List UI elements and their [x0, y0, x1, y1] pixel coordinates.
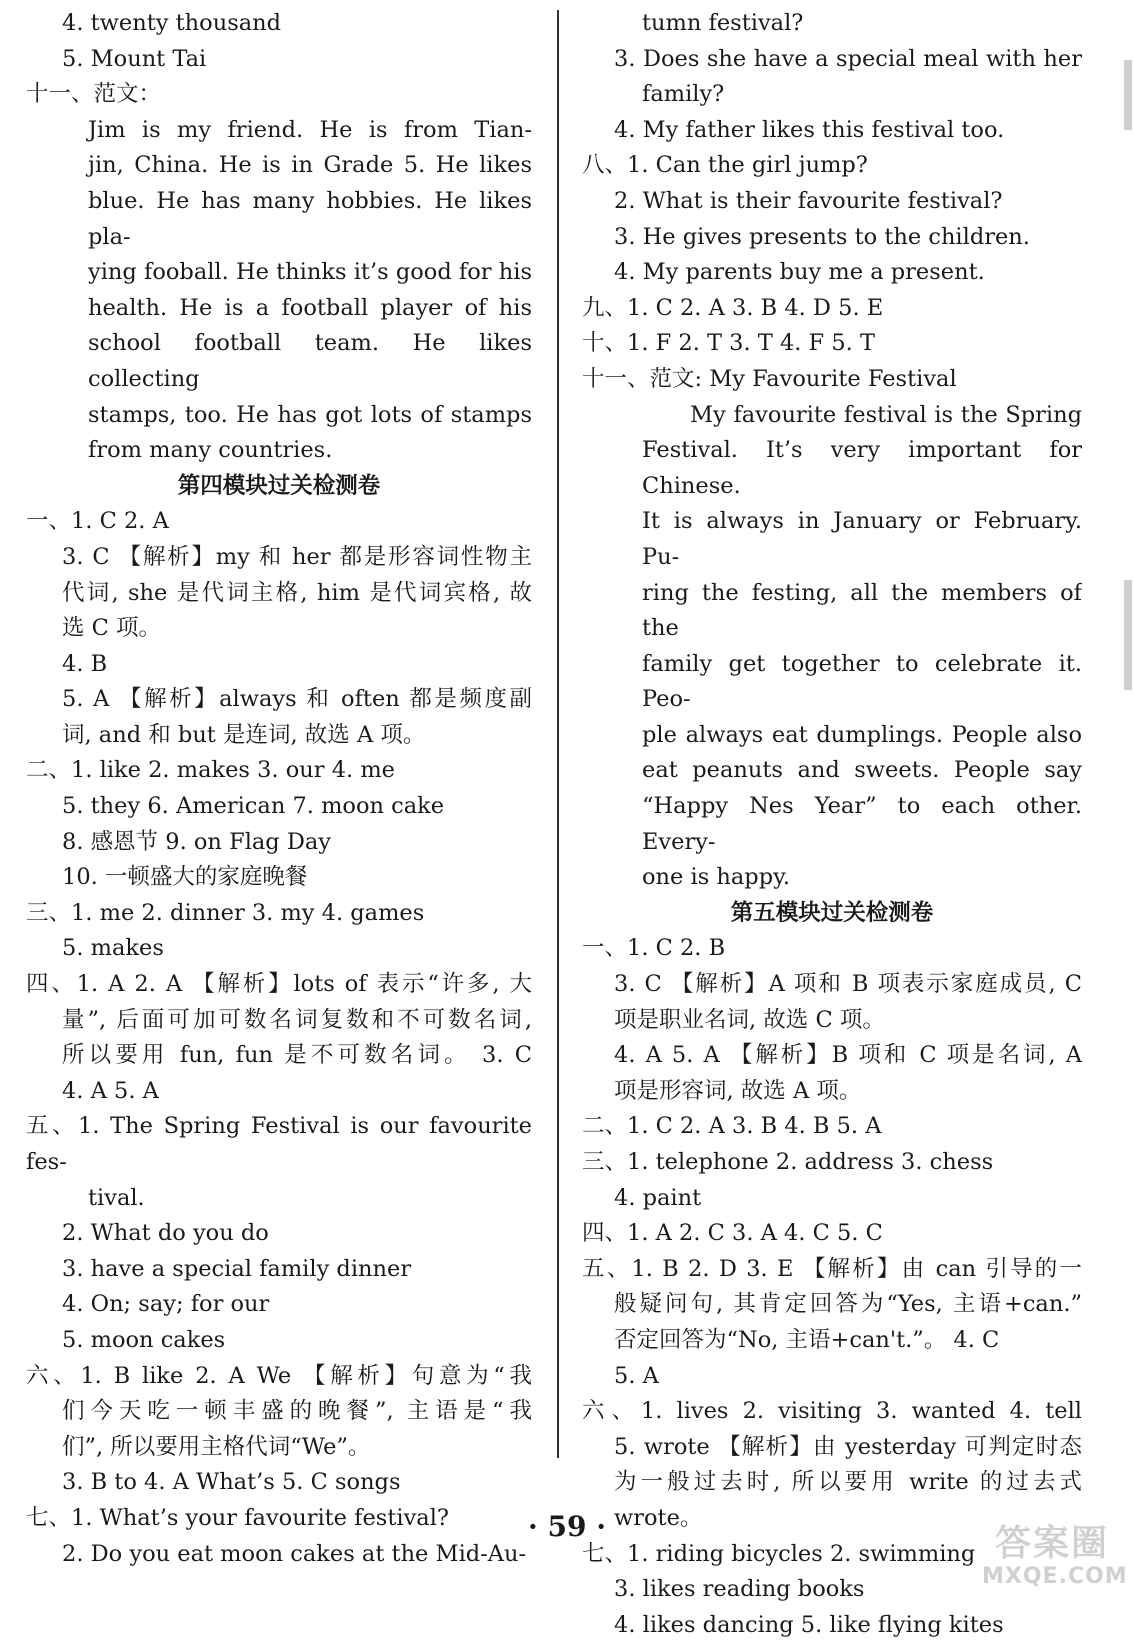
answer-line: wrote。	[614, 1504, 703, 1531]
answer-line: 5. wrote 【解析】由 yesterday 可判定时态	[614, 1433, 1082, 1460]
answer-line: 项是职业名词, 故选 C 项。	[614, 1006, 885, 1033]
answer-line: 量”, 后面可加可数名词复数和不可数名词,	[62, 1006, 532, 1033]
answer-line: 代词, she 是代词主格, him 是代词宾格, 故	[62, 579, 532, 606]
answer-line: 们今天吃一顿丰盛的晚餐”, 主语是“我	[62, 1398, 532, 1425]
section-heading: 四、1. A 2. C 3. A 4. C 5. C	[582, 1220, 883, 1247]
essay-line: from many countries.	[88, 437, 333, 464]
answer-line: 3. likes reading books	[614, 1576, 865, 1603]
answer-line: 5. Mount Tai	[62, 45, 207, 72]
essay-line: Festival. It’s very important for Chinese.	[642, 437, 1082, 499]
answer-line: 4. twenty thousand	[62, 10, 282, 36]
section-heading: 十一、范文：	[26, 81, 162, 108]
section-heading: 十、1. F 2. T 3. T 4. F 5. T	[582, 330, 875, 357]
essay-line: ring the festing, all the members of the	[642, 579, 1082, 642]
essay-line: school football team. He likes collecting	[88, 330, 532, 392]
essay-line: ying fooball. He thinks it’s good for his	[88, 259, 532, 286]
answer-line: 5. moon cakes	[62, 1326, 226, 1353]
answer-line: 2. Do you eat moon cakes at the Mid-Au-	[62, 1540, 527, 1567]
answer-line: 4. A 5. A 【解析】B 项和 C 项是名词, A	[614, 1042, 1082, 1069]
section-heading: 八、1. Can the girl jump?	[582, 152, 868, 179]
answer-line: 3. C 【解析】A 项和 B 项表示家庭成员, C	[614, 971, 1082, 998]
answer-line: 4. paint	[614, 1184, 702, 1211]
answer-line: 3. C 【解析】my 和 her 都是形容词性物主	[62, 543, 532, 570]
page-number: · 59 ·	[528, 1510, 606, 1543]
section-heading: 五、1. The Spring Festival is our favourite fes-	[26, 1113, 532, 1175]
answer-line: 4. B	[62, 650, 108, 677]
essay-line: health. He is a football player of his	[88, 294, 532, 321]
section-heading: 九、1. C 2. A 3. B 4. D 5. E	[582, 294, 884, 321]
answer-line: 5. A	[614, 1362, 659, 1389]
section-heading: 四、1. A 2. A 【解析】lots of 表示“许多, 大	[26, 971, 532, 998]
essay-line: blue. He has many hobbies. He likes pla-	[88, 187, 532, 250]
answer-line: 所以要用 fun, fun 是不可数名词。 3. C	[62, 1042, 532, 1069]
watermark-logo	[982, 1522, 1128, 1592]
section-heading: 一、1. C 2. A	[26, 508, 169, 535]
essay-line: one is happy.	[642, 864, 790, 891]
answer-line: 项是形容词, 故选 A 项。	[614, 1077, 862, 1104]
watermark-text: 答案圈	[994, 1523, 1109, 1564]
answer-line: 为一般过去时, 所以要用 write 的过去式	[614, 1469, 1082, 1496]
section-heading: 六、1. lives 2. visiting 3. wanted 4. tell	[582, 1398, 1082, 1425]
essay-line: ple always eat dumplings. People also	[642, 721, 1082, 748]
answer-line: 5. A 【解析】always 和 often 都是频度副	[62, 686, 532, 713]
answer-line: family?	[642, 81, 725, 108]
answer-line: 3. have a special family dinner	[62, 1255, 412, 1282]
answer-line: 2. What is their favourite festival?	[614, 187, 1003, 214]
essay-line: My favourite festival is the Spring	[690, 401, 1082, 428]
section-heading: 七、1. What’s your favourite festival?	[26, 1504, 449, 1531]
section-heading: 七、1. riding bicycles 2. swimming	[582, 1540, 976, 1567]
answer-line: 4. likes dancing 5. like flying kites	[614, 1611, 1004, 1638]
left-column	[26, 6, 532, 1572]
answer-line: 3. Does she have a special meal with her	[614, 45, 1082, 72]
essay-line: It is always in January or February. Pu-	[642, 508, 1082, 570]
essay-line: stamps, too. He has got lots of stamps	[88, 401, 532, 428]
answer-line: 3. B to 4. A What’s 5. C songs	[62, 1469, 401, 1496]
answer-line: 词, and 和 but 是连词, 故选 A 项。	[62, 721, 426, 748]
answer-line: 3. He gives presents to the children.	[614, 223, 1030, 250]
section-heading: 六、1. B like 2. A We 【解析】句意为“我	[26, 1362, 532, 1389]
section-heading: 二、1. like 2. makes 3. our 4. me	[26, 757, 395, 784]
answer-line: 10. 一顿盛大的家庭晚餐	[62, 864, 308, 891]
answer-line: 2. What do you do	[62, 1220, 269, 1247]
watermark-url: MXQE.COM	[982, 1564, 1128, 1589]
answer-line: tival.	[88, 1184, 145, 1211]
section-heading: 十一、范文: My Favourite Festival	[582, 365, 957, 392]
page-edge-mark	[1124, 60, 1132, 130]
essay-line: eat peanuts and sweets. People say	[642, 757, 1082, 784]
section-heading: 三、1. me 2. dinner 3. my 4. games	[26, 899, 425, 926]
column-divider	[557, 10, 559, 1458]
answer-line: 5. they 6. American 7. moon cake	[62, 793, 445, 820]
essay-line: family get together to celebrate it. Peo-	[642, 650, 1082, 713]
page-edge-mark	[1124, 580, 1132, 690]
answer-line: 4. A 5. A	[62, 1077, 159, 1104]
answer-line: tumn festival?	[642, 10, 804, 36]
right-column	[582, 6, 1082, 1643]
section-heading: 三、1. telephone 2. address 3. chess	[582, 1149, 994, 1175]
answer-line: 否定回答为“No, 主语+can't.”。 4. C	[614, 1326, 1000, 1353]
answer-line: 4. My parents buy me a present.	[614, 259, 985, 286]
essay-line: Jim is my friend. He is from Tian-	[88, 116, 532, 143]
answer-line: 们”, 所以要用主格代词“We”。	[62, 1433, 371, 1460]
section-heading: 一、1. C 2. B	[582, 935, 726, 962]
answer-line: 4. On; say; for our	[62, 1291, 270, 1318]
answer-line: 4. My father likes this festival too.	[614, 116, 1005, 143]
answer-line: 般疑问句, 其肯定回答为“Yes, 主语+can.”	[614, 1291, 1082, 1318]
answer-line: 8. 感恩节 9. on Flag Day	[62, 828, 332, 855]
answer-line: 选 C 项。	[62, 615, 162, 642]
essay-line: jin, China. He is in Grade 5. He likes	[88, 152, 532, 179]
module-title: 第四模块过关检测卷	[177, 472, 381, 499]
section-heading: 五、1. B 2. D 3. E 【解析】由 can 引导的一	[582, 1255, 1082, 1282]
section-heading: 二、1. C 2. A 3. B 4. B 5. A	[582, 1113, 882, 1140]
answer-line: 5. makes	[62, 935, 164, 962]
essay-line: “Happy Nes Year” to each other. Every-	[642, 793, 1082, 855]
module-title: 第五模块过关检测卷	[730, 899, 934, 926]
